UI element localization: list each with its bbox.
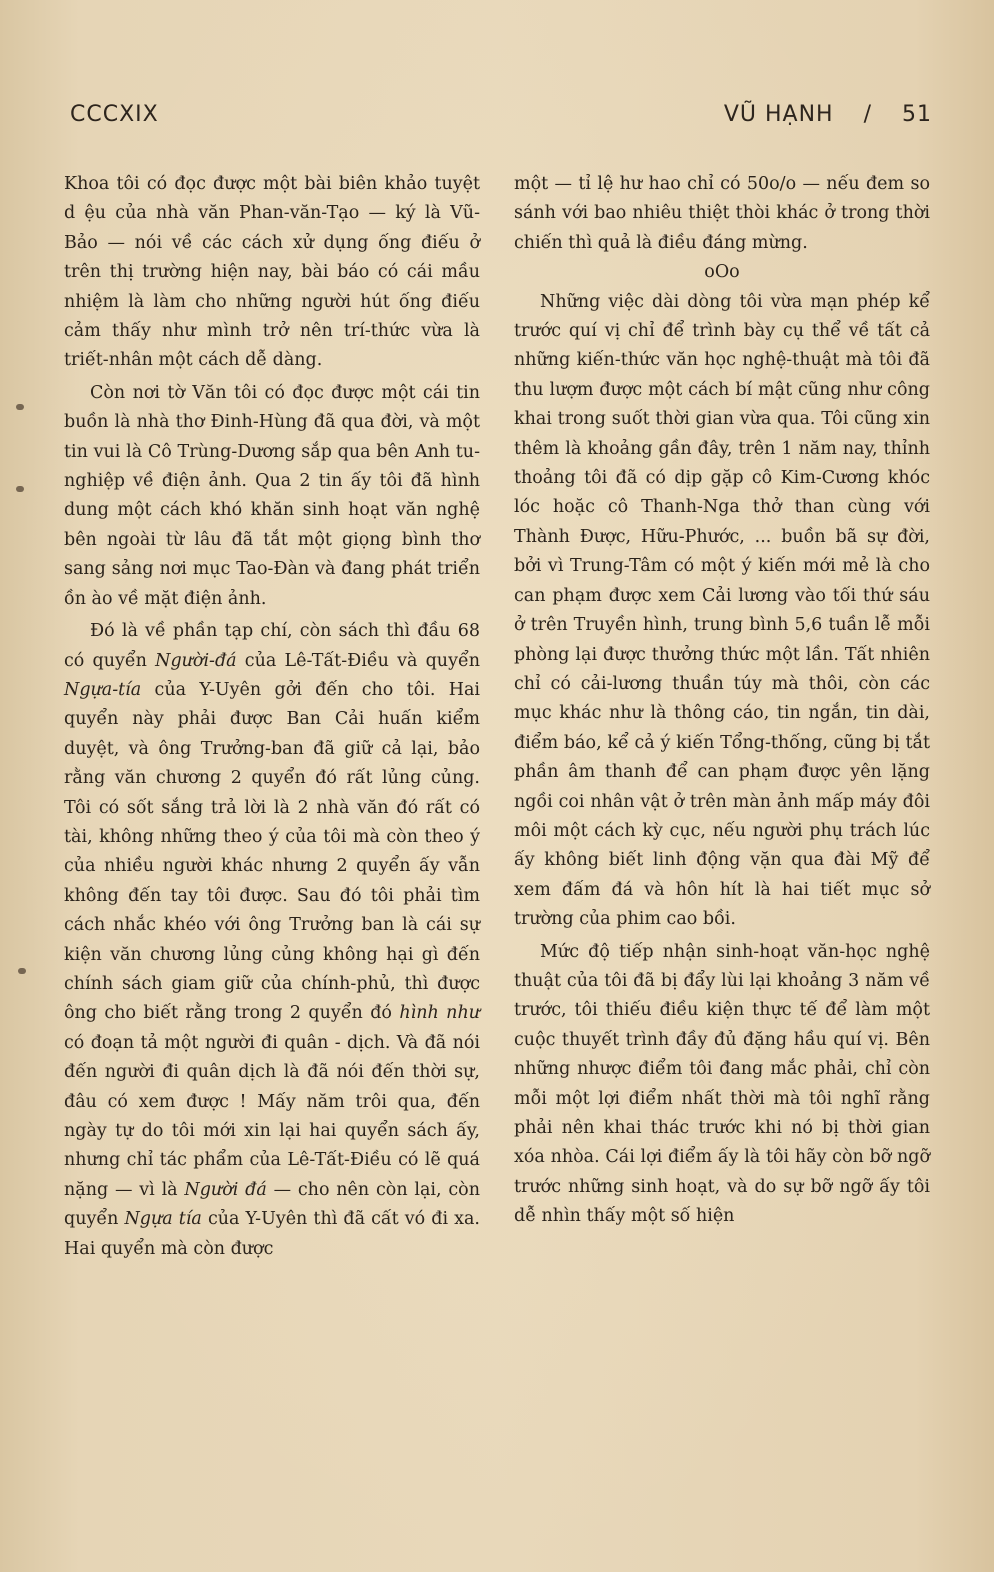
right-column [514,170,930,1232]
margin-dot [18,968,26,974]
section-ornament: oOo [704,262,740,283]
paragraph-cai-luong: Những việc dài dòng tôi vừa mạn phép kể trước quí vị chỉ để trình bày cụ thể về tất cả những kiến-thức văn học nghệ-thuật mà tôi đã thu lượm được một cách bí mật cũng như công khai trong suốt thời gian vừa qua. Tôi cũng xin thêm là khoảng gần đây, trên 1 năm nay, thỉnh thoảng tôi đã có dịp gặp cô Kim-Cương khóc lóc hoặc cô Thanh-Nga thở than cùng với Thành Được, Hữu-Phước, ... buồn bã sự đời, bởi vì Trung-Tâm có một ý kiến mới mẻ là cho can phạm được xem Cải lương vào tối thứ sáu ở trên Truyền hình, trung bình 5,6 tuần lễ mỗi phòng lại được thưởng thức một lần. Tất nhiên chỉ có cải-lương thuần túy mà thôi, còn các mục khác như là thông cáo, tin ngắn, tin dài, điểm báo, kể cả ý kiến Tổng-thống, cũng bị tắt phần âm thanh để can phạm được yên lặng ngồi coi nhân vật ở trên màn ảnh mấp máy đôi môi một cách kỳ cục, nếu người phụ trách lúc ấy không biết linh động vặn qua đài Mỹ để xem đấm đá và hôn hít là hai tiết mục sở trường của phim cao bồi. [514,291,930,930]
text-run: của Lê-Tất-Điều và quyển [236,650,481,671]
paragraph-dinh-hung: Còn nơi tờ Văn tôi có đọc được một cái tin buồn là nhà thơ Đinh-Hùng đã qua đời, và một tin vui là Cô Trùng-Dương sắp qua bên Anh tu-nghiệp về điện ảnh. Qua 2 tin ấy tôi đã hình dung một cách khó khăn sinh hoạt văn nghệ bên ngoài từ lâu đã tắt một giọng bình thơ sang sảng nơi mục Tao-Đàn và đang phát triển ồn ào về mặt điện ảnh. [64,382,480,609]
chapter-number: CCCXIX [70,102,159,127]
paragraph-vu-bao: Khoa tôi có đọc được một bài biên khảo tuyệt d ệu của nhà văn Phan-văn-Tạo — ký là Vũ-Bảo — nói về các cách xử dụng ống điếu ở trên thị trường hiện nay, bài báo có cái mầu nhiệm là làm cho những người hút ống điếu cảm thấy như mình trở nên trí-thức vừa là triết-nhân một cách dễ dàng. [64,174,480,371]
left-column [64,170,480,1264]
text-run: của Y-Uyên thì đã cất vó đi xa. Hai quyển mà còn được [64,1209,480,1259]
paragraph-reception: Mức độ tiếp nhận sinh-hoạt văn-học nghệ thuật của tôi đã bị đẩy lùi lại khoảng 3 năm về trước, tôi thiếu điều kiện thực tế để làm một cuộc thuyết trình đầy đủ đặng hầu quí vị. Bên những nhược điểm tôi đang mắc phải, chỉ còn mỗi một lợi điểm nhất thời mà tôi nghĩ rằng phải nên khai thác trước khi nó bị thời gian xóa nhòa. Cái lợi điểm ấy là tôi hãy còn bỡ ngỡ trước những sinh hoạt, và do sự bỡ ngỡ ấy tôi dễ nhìn thấy một số hiện [514,941,930,1227]
book-title: Ngựa-tía [64,679,142,700]
book-title: Ngựa tía [124,1209,202,1230]
page-header [70,102,932,136]
text-run: Đó là về phần tạp chí, còn sách thì đầu 68 có quyển [64,621,480,671]
paragraph-books [64,617,480,1264]
margin-dot [16,404,24,410]
text-run: có đoạn tả một người đi quân - dịch. Và đã nói đến người đi quân dịch là đã nói đến thời sự, đâu có xem được ! Mấy năm trôi qua, đến ngày tự do tôi mới xin lại hai quyển sách ấy, nhưng chỉ tác phẩm của Lê-Tất-Điều có lẽ quá nặng — vì là [64,1032,480,1200]
author-name: VŨ HẠNH [723,102,834,127]
book-title: Người đá [184,1179,267,1200]
margin-dot [16,486,24,492]
text-run: của Y-Uyên gởi đến cho tôi. Hai quyển này phải được Ban Cải huấn kiểm duyệt, và ông Trưởng-ban đã giữ cả lại, bảo rằng văn chương 2 quyển đó rất lủng củng. Tôi có sốt sắng trả lời là 2 nhà văn đó rất có tài, không những theo ý của tôi mà còn theo ý của nhiều người khác nhưng 2 quyển ấy vẫn không đến tay tôi được. Sau đó tôi phải tìm cách nhắc khéo với ông Trưởng ban là cái sự kiện văn chương lủng củng không hại gì đến chính sách giam giữ của chính-phủ, thì được ông cho biết rằng trong 2 quyển đó [64,679,480,1024]
emphasis: hình như [399,1003,480,1024]
header-separator: / [863,102,872,127]
running-head [724,102,932,127]
paragraph-ratio: một — tỉ lệ hư hao chỉ có 50o/o — nếu đem so sánh với bao nhiêu thiệt thòi khác ở trong thời chiến thì quả là điều đáng mừng. [514,174,930,253]
page-number: 51 [902,102,932,127]
book-title: Người-đá [155,650,237,671]
text-run: — cho nên còn lại, còn quyển [64,1179,480,1230]
